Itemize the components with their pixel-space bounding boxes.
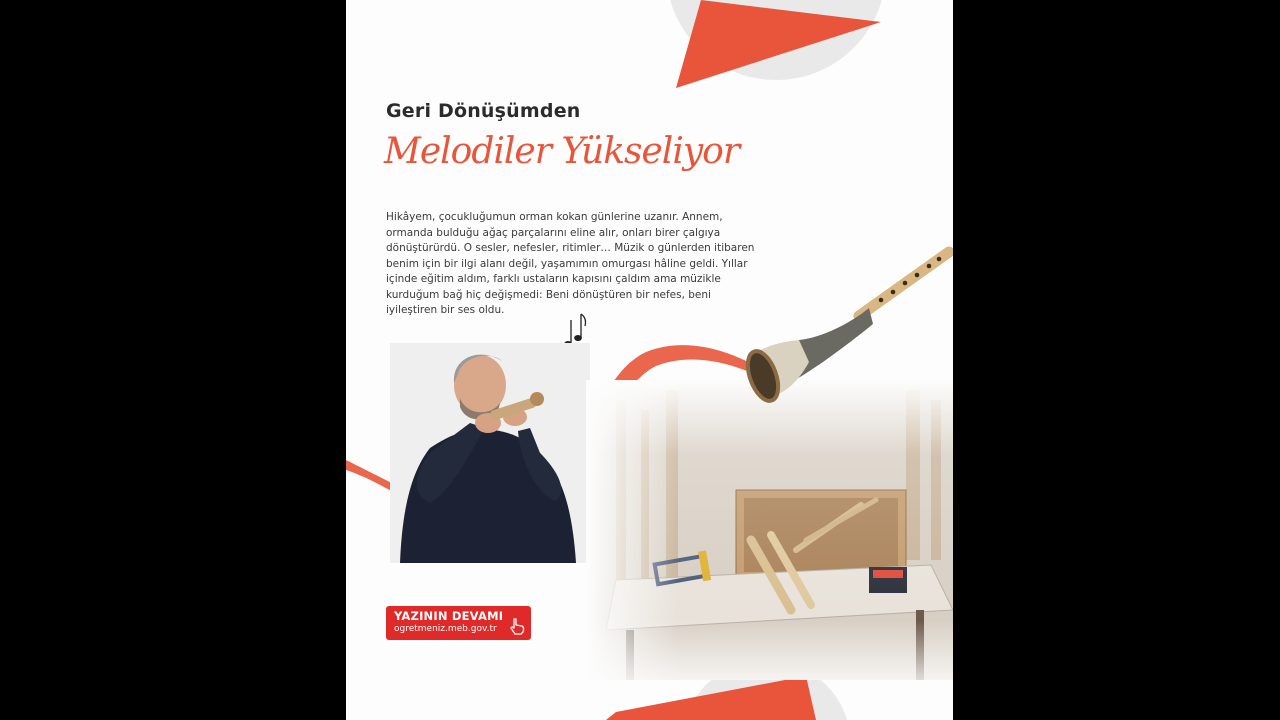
article-body: Hikâyem, çocukluğumun orman kokan günlerine uzanır. Annem, ormanda bulduğu ağaç parçalarını eline alır, onları birer çalgıya dönüştürürdü. O sesler, nefesler, ritimler… Müzik o günlerden itibaren benim için bir ilgi alanı değil, yaşamımın omurgası hâline geldi. Yıllar içinde eğitim aldım, farklı ustaların kapısını çaldım ama müzikle kurduğum bağ hiç değişmedi: Beni dönüştüren bir nefes, beni iyileştiren bir ses oldu. [386,211,755,316]
musician-photo [390,343,590,563]
title-line-2: Melodiler Yükseliyor [384,131,740,172]
read-more-button[interactable] [386,606,531,640]
horn-flute-icon [741,238,953,418]
magazine-page [346,0,953,720]
title-line-1: Geri Dönüşümden [386,100,581,122]
workshop-image [586,380,953,680]
read-more-label: YAZININ DEVAMI [394,609,504,623]
pointing-hand-icon [509,617,525,635]
read-more-url: ogretmeniz.meb.gov.tr [394,624,497,634]
